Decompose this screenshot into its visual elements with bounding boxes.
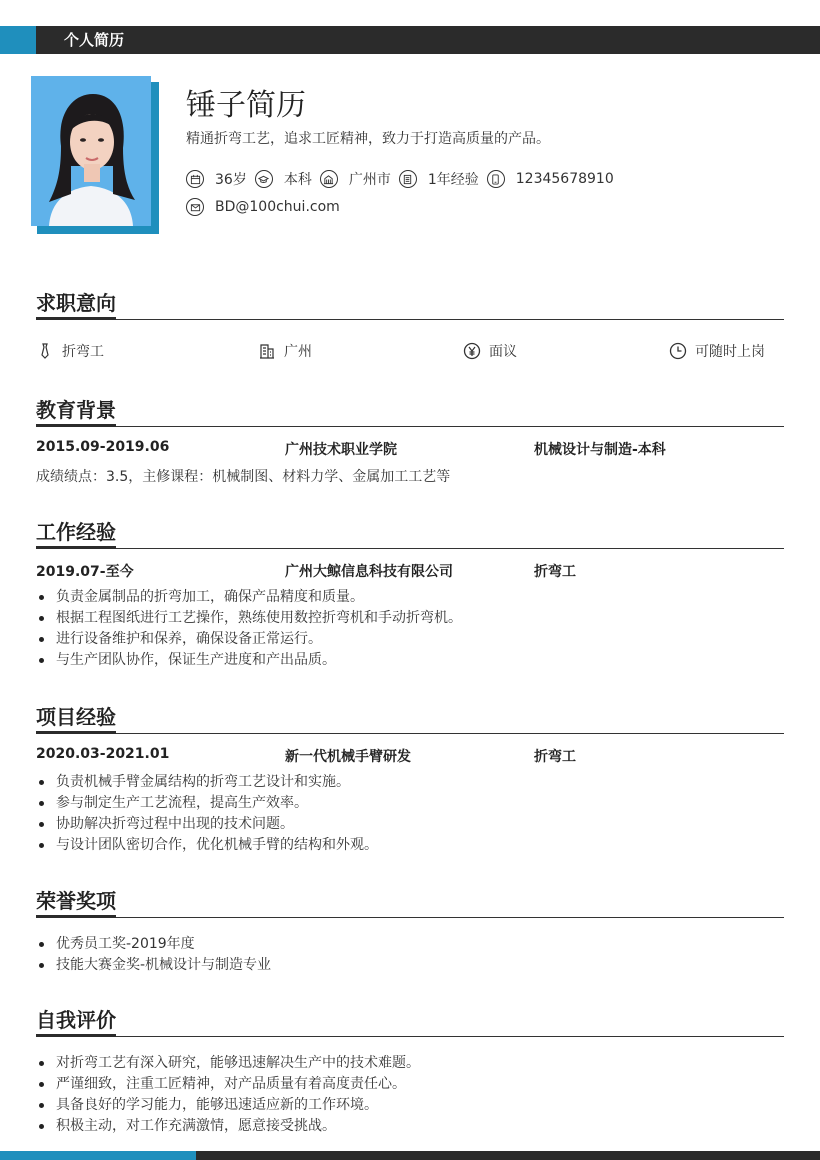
list-item: 协助解决折弯过程中出现的技术问题。 — [36, 814, 784, 835]
section-divider — [36, 548, 784, 549]
project-role: 折弯工 — [534, 749, 576, 765]
tie-icon — [36, 342, 54, 360]
header-label: 个人简历 — [64, 31, 125, 49]
list-item: 负责金属制品的折弯加工，确保产品精度和质量。 — [36, 587, 784, 608]
work-company: 广州大鲸信息科技有限公司 — [285, 564, 453, 580]
list-item: 参与制定生产工艺流程，提高生产效率。 — [36, 793, 784, 814]
footer-accent — [0, 1151, 196, 1160]
section-title: 荣誉奖项 — [36, 887, 784, 915]
section-honors — [36, 887, 784, 976]
phone-icon — [487, 170, 505, 188]
list-item: 优秀员工奖-2019年度 — [36, 934, 784, 955]
experience-text: 1年经验 — [427, 172, 479, 188]
intent-job — [36, 341, 104, 361]
degree-text: 本科 — [283, 172, 312, 188]
list-item: 积极主动，对工作充满激情，愿意接受挑战。 — [36, 1116, 784, 1137]
honors-list — [36, 934, 784, 976]
info-phone — [487, 170, 614, 188]
work-role: 折弯工 — [534, 564, 576, 580]
section-divider — [36, 1036, 784, 1037]
education-header-row — [36, 439, 784, 459]
calendar-icon — [186, 170, 204, 188]
section-intent — [36, 289, 784, 362]
project-header-row — [36, 746, 784, 766]
list-item: 对折弯工艺有深入研究，能够迅速解决生产中的技术难题。 — [36, 1053, 784, 1074]
graduation-cap-icon — [255, 170, 273, 188]
work-header-row — [36, 561, 784, 581]
education-school: 广州技术职业学院 — [285, 442, 397, 458]
education-detail: 成绩绩点：3.5，主修课程：机械制图、材料力学、金属加工工艺等 — [36, 469, 451, 485]
section-title: 自我评价 — [36, 1006, 784, 1034]
phone-text: 12345678910 — [515, 171, 614, 187]
intent-row — [36, 340, 784, 362]
section-divider — [36, 733, 784, 734]
info-row — [186, 169, 622, 189]
info-email — [186, 198, 340, 216]
building-icon — [320, 170, 338, 188]
section-work — [36, 518, 784, 671]
list-item: 具备良好的学习能力，能够迅速适应新的工作环境。 — [36, 1095, 784, 1116]
section-title: 项目经验 — [36, 703, 784, 731]
footer-bar — [0, 1151, 820, 1160]
intent-job-text: 折弯工 — [62, 344, 104, 360]
education-major: 机械设计与制造-本科 — [534, 442, 666, 458]
info-row-email — [186, 198, 348, 216]
header-bar — [0, 26, 820, 54]
education-period: 2015.09-2019.06 — [36, 439, 170, 455]
section-divider — [36, 426, 784, 427]
work-duties — [36, 587, 784, 671]
yen-icon — [463, 342, 481, 360]
profile-photo-frame — [31, 76, 159, 234]
intent-salary-text: 面议 — [489, 344, 517, 360]
list-item: 负责机械手臂金属结构的折弯工艺设计和实施。 — [36, 772, 784, 793]
avatar — [31, 76, 151, 226]
section-title: 求职意向 — [36, 289, 784, 317]
info-experience — [399, 169, 479, 189]
info-degree — [255, 169, 312, 189]
clock-icon — [669, 342, 687, 360]
self-evaluation-list — [36, 1053, 784, 1137]
intent-availability — [669, 341, 765, 361]
intent-salary — [463, 341, 517, 361]
intent-availability-text: 可随时上岗 — [695, 344, 765, 360]
age-text: 36岁 — [215, 172, 247, 188]
document-icon — [399, 170, 417, 188]
list-item: 技能大赛金奖-机械设计与制造专业 — [36, 955, 784, 976]
info-age — [186, 169, 247, 189]
info-city — [320, 169, 391, 189]
project-duties — [36, 772, 784, 856]
list-item: 与生产团队协作，保证生产进度和产出品质。 — [36, 650, 784, 671]
section-project — [36, 703, 784, 856]
section-divider — [36, 319, 784, 320]
intent-location-text: 广州 — [284, 344, 312, 360]
project-period: 2020.03-2021.01 — [36, 746, 170, 762]
list-item: 进行设备维护和保养，确保设备正常运行。 — [36, 629, 784, 650]
project-name: 新一代机械手臂研发 — [285, 749, 411, 765]
list-item: 严谨细致，注重工匠精神，对产品质量有着高度责任心。 — [36, 1074, 784, 1095]
profile-tagline: 精通折弯工艺，追求工匠精神，致力于打造高质量的产品。 — [186, 131, 550, 147]
city-text: 广州市 — [348, 172, 391, 188]
profile-name: 锤子简历 — [186, 88, 306, 123]
intent-location — [258, 341, 312, 361]
section-self-evaluation — [36, 1006, 784, 1137]
section-title: 工作经验 — [36, 518, 784, 546]
work-period: 2019.07-至今 — [36, 564, 134, 580]
header-accent — [0, 26, 36, 54]
list-item: 根据工程图纸进行工艺操作，熟练使用数控折弯机和手动折弯机。 — [36, 608, 784, 629]
office-building-icon — [258, 342, 276, 360]
list-item: 与设计团队密切合作，优化机械手臂的结构和外观。 — [36, 835, 784, 856]
section-education — [36, 396, 784, 486]
email-text: BD@100chui.com — [215, 199, 340, 215]
section-divider — [36, 917, 784, 918]
mail-icon — [186, 198, 204, 216]
section-title: 教育背景 — [36, 396, 784, 424]
